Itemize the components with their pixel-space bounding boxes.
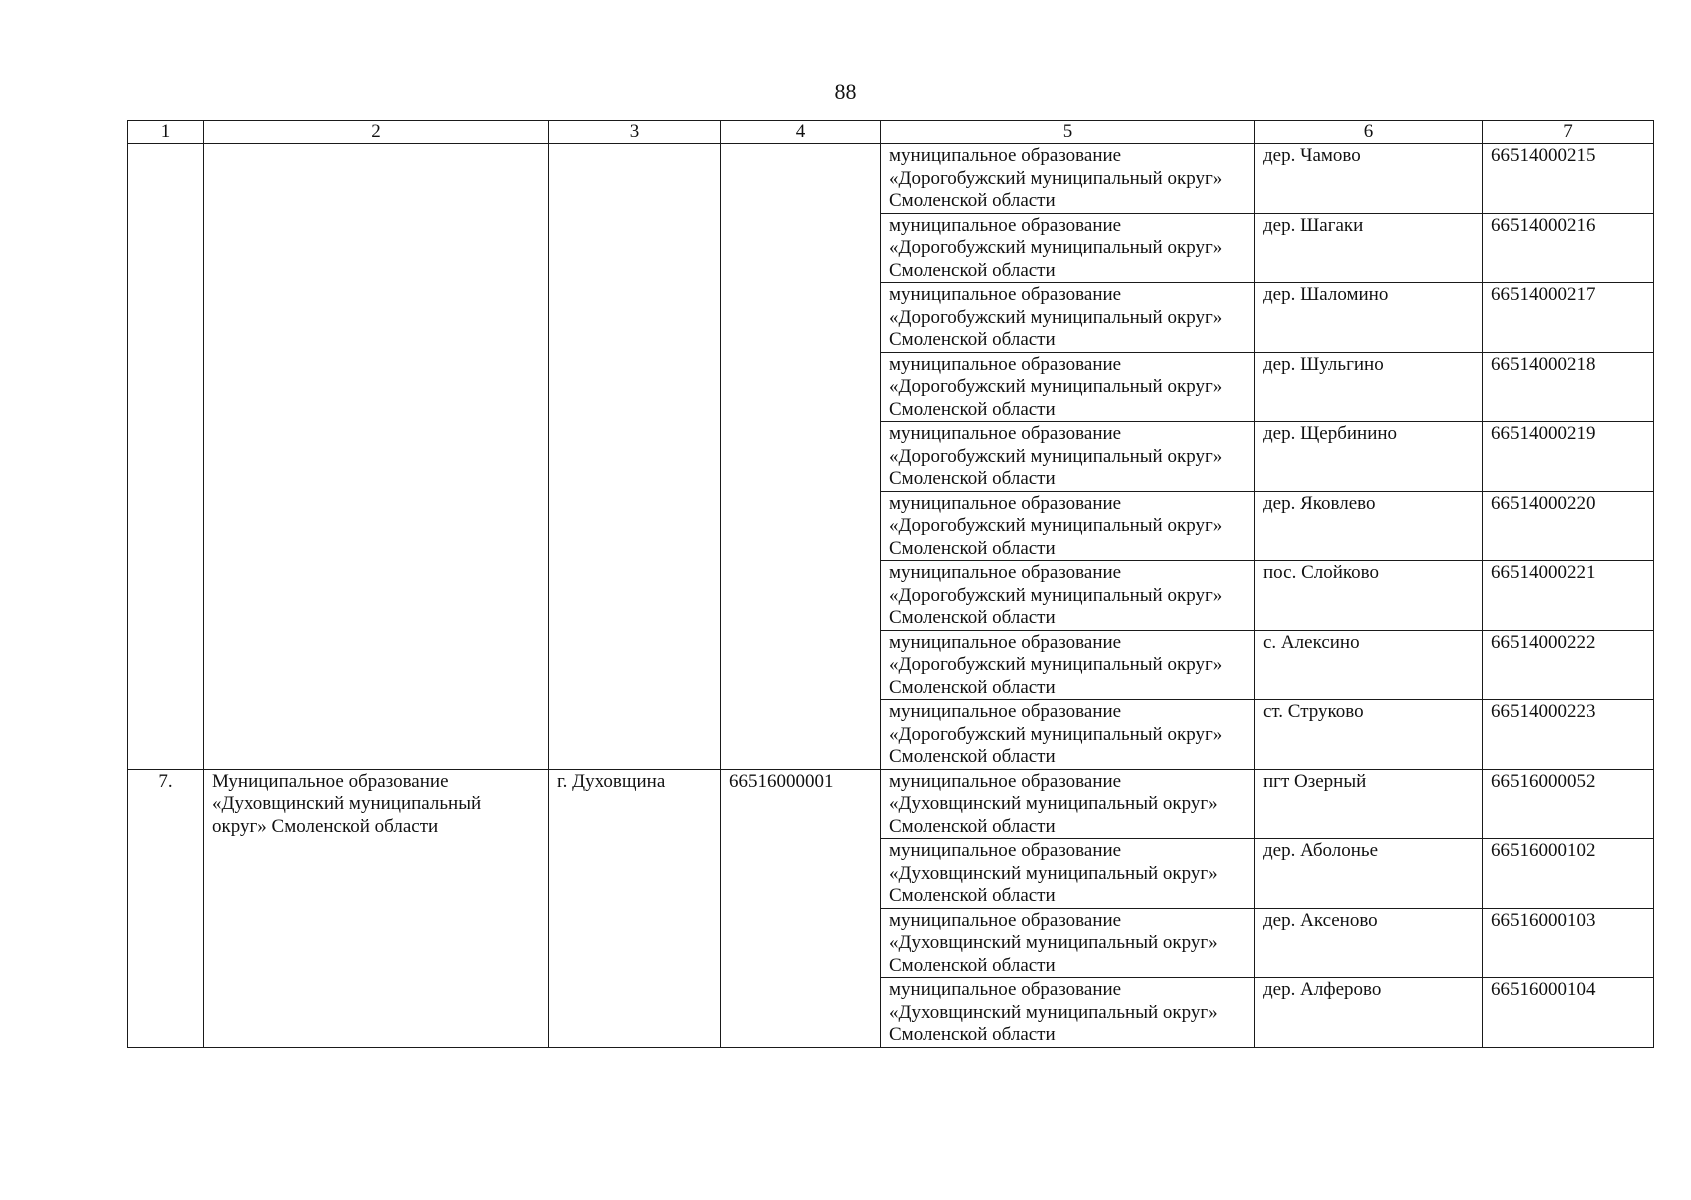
settlement-name-cell: дер. Щербинино — [1255, 422, 1483, 492]
settlement-municipality-cell: муниципальное образование «Дорогобужский муниципальный округ» Смоленской области — [881, 422, 1255, 492]
column-header-1: 1 — [128, 121, 204, 144]
center-cell: г. Духовщина — [549, 769, 721, 1047]
column-header-6: 6 — [1255, 121, 1483, 144]
settlement-name-cell: дер. Шульгино — [1255, 352, 1483, 422]
settlement-code-cell: 66514000218 — [1483, 352, 1654, 422]
row-number-cell — [128, 144, 204, 770]
settlement-code-cell: 66514000221 — [1483, 561, 1654, 631]
settlement-code-cell: 66514000219 — [1483, 422, 1654, 492]
settlement-name-cell: пос. Слойково — [1255, 561, 1483, 631]
settlement-municipality-cell: муниципальное образование «Дорогобужский муниципальный округ» Смоленской области — [881, 352, 1255, 422]
settlement-name-cell: дер. Чамово — [1255, 144, 1483, 214]
settlement-municipality-cell: муниципальное образование «Духовщинский муниципальный округ» Смоленской области — [881, 769, 1255, 839]
settlement-name-cell: дер. Шаломино — [1255, 283, 1483, 353]
settlement-name-cell: с. Алексино — [1255, 630, 1483, 700]
registry-table — [127, 120, 1654, 1048]
settlement-name-cell: ст. Струково — [1255, 700, 1483, 770]
settlement-municipality-cell: муниципальное образование «Духовщинский муниципальный округ» Смоленской области — [881, 839, 1255, 909]
page-number: 88 — [834, 79, 857, 104]
table-row — [128, 144, 1654, 214]
column-header-2: 2 — [204, 121, 549, 144]
settlement-name-cell: дер. Аболонье — [1255, 839, 1483, 909]
settlement-code-cell: 66516000102 — [1483, 839, 1654, 909]
settlement-municipality-cell: муниципальное образование «Духовщинский муниципальный округ» Смоленской области — [881, 978, 1255, 1048]
settlement-municipality-cell: муниципальное образование «Дорогобужский муниципальный округ» Смоленской области — [881, 283, 1255, 353]
table-row — [128, 769, 1654, 839]
settlement-municipality-cell: муниципальное образование «Дорогобужский муниципальный округ» Смоленской области — [881, 700, 1255, 770]
settlement-code-cell: 66514000220 — [1483, 491, 1654, 561]
municipality-cell: Муниципальное образование «Духовщинский муниципальный округ» Смоленской области — [204, 769, 549, 1047]
settlement-name-cell: пгт Озерный — [1255, 769, 1483, 839]
column-header-3: 3 — [549, 121, 721, 144]
settlement-name-cell: дер. Яковлево — [1255, 491, 1483, 561]
column-header-5: 5 — [881, 121, 1255, 144]
settlement-municipality-cell: муниципальное образование «Духовщинский муниципальный округ» Смоленской области — [881, 908, 1255, 978]
center-code-cell: 66516000001 — [721, 769, 881, 1047]
settlement-code-cell: 66514000216 — [1483, 213, 1654, 283]
column-header-7: 7 — [1483, 121, 1654, 144]
center-cell — [549, 144, 721, 770]
table-header — [128, 121, 1654, 144]
settlement-municipality-cell: муниципальное образование «Дорогобужский муниципальный округ» Смоленской области — [881, 630, 1255, 700]
settlement-code-cell: 66516000103 — [1483, 908, 1654, 978]
header-row — [128, 121, 1654, 144]
settlement-code-cell: 66514000217 — [1483, 283, 1654, 353]
settlement-code-cell: 66516000104 — [1483, 978, 1654, 1048]
settlement-municipality-cell: муниципальное образование «Дорогобужский муниципальный округ» Смоленской области — [881, 561, 1255, 631]
settlement-code-cell: 66514000215 — [1483, 144, 1654, 214]
settlement-code-cell: 66514000222 — [1483, 630, 1654, 700]
settlement-code-cell: 66514000223 — [1483, 700, 1654, 770]
settlement-name-cell: дер. Алферово — [1255, 978, 1483, 1048]
settlement-name-cell: дер. Шагаки — [1255, 213, 1483, 283]
settlement-municipality-cell: муниципальное образование «Дорогобужский муниципальный округ» Смоленской области — [881, 144, 1255, 214]
column-header-4: 4 — [721, 121, 881, 144]
row-number-cell: 7. — [128, 769, 204, 1047]
center-code-cell — [721, 144, 881, 770]
settlement-name-cell: дер. Аксеново — [1255, 908, 1483, 978]
table-body — [128, 144, 1654, 1048]
settlement-code-cell: 66516000052 — [1483, 769, 1654, 839]
municipality-cell — [204, 144, 549, 770]
settlement-municipality-cell: муниципальное образование «Дорогобужский муниципальный округ» Смоленской области — [881, 213, 1255, 283]
settlement-municipality-cell: муниципальное образование «Дорогобужский муниципальный округ» Смоленской области — [881, 491, 1255, 561]
